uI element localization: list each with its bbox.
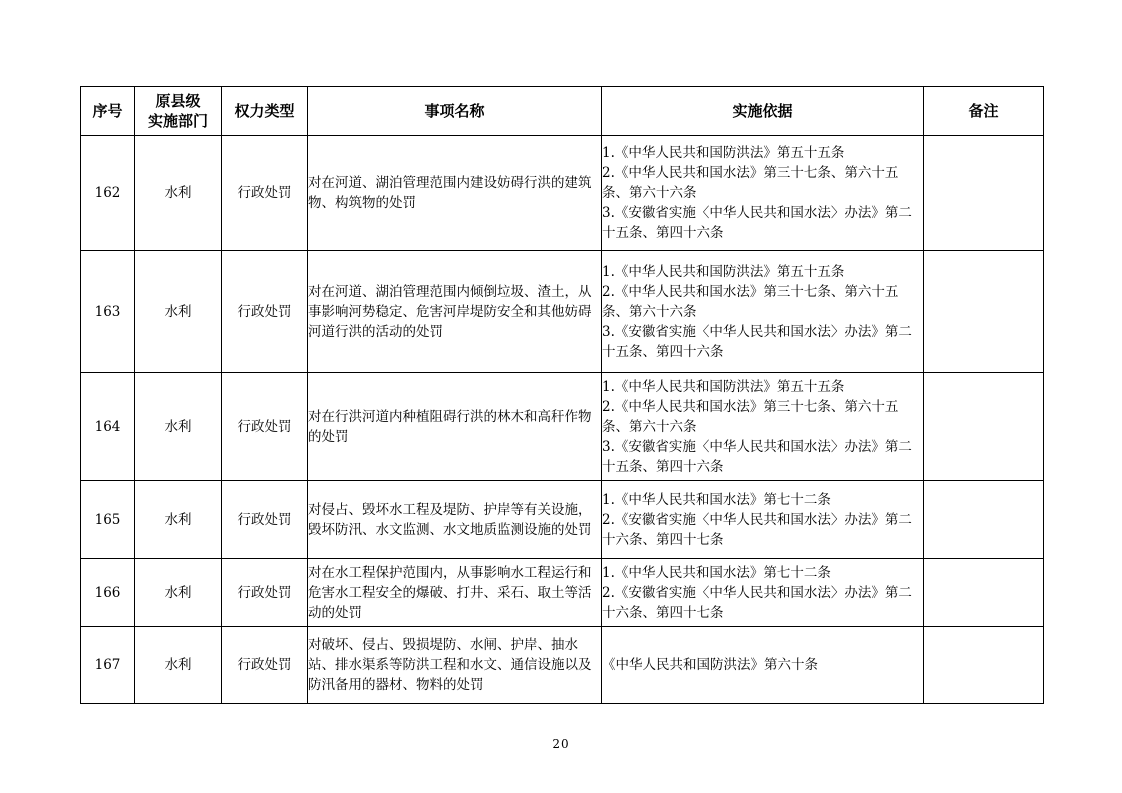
power-items-table [80, 86, 1044, 704]
row-department: 水利 [135, 481, 222, 559]
basis-line: 2.《中华人民共和国水法》第三十七条、第六十五条、第六十六条 [602, 398, 899, 435]
row-index: 166 [81, 559, 135, 627]
basis-line: 3.《安徽省实施〈中华人民共和国水法〉办法》第二十五条、第四十六条 [602, 205, 912, 241]
header-basis: 实施依据 [602, 87, 924, 136]
header-department [135, 87, 222, 136]
basis-line: 《中华人民共和国防洪法》第六十条 [602, 657, 818, 673]
header-power-type: 权力类型 [222, 87, 308, 136]
basis-line: 3.《安徽省实施〈中华人民共和国水法〉办法》第二十五条、第四十六条 [602, 438, 912, 475]
row-index: 162 [81, 136, 135, 251]
basis-line: 2.《安徽省实施〈中华人民共和国水法〉办法》第二十六条、第四十七条 [602, 584, 912, 621]
row-department: 水利 [135, 627, 222, 704]
basis-line: 1.《中华人民共和国防洪法》第五十五条 [602, 145, 845, 161]
row-power-type: 行政处罚 [222, 373, 308, 481]
basis-line: 2.《安徽省实施〈中华人民共和国水法〉办法》第二十六条、第四十七条 [602, 511, 912, 548]
basis-line: 2.《中华人民共和国水法》第三十七条、第六十五条、第六十六条 [602, 283, 899, 320]
row-index: 165 [81, 481, 135, 559]
header-department-line2: 实施部门 [147, 112, 208, 130]
row-remarks [924, 481, 1044, 559]
table-row [81, 481, 1044, 559]
row-remarks [924, 559, 1044, 627]
basis-line: 1.《中华人民共和国水法》第七十二条 [602, 564, 831, 581]
basis-line: 1.《中华人民共和国防洪法》第五十五条 [602, 263, 845, 280]
row-department: 水利 [135, 373, 222, 481]
header-item-name: 事项名称 [308, 87, 602, 136]
row-index: 163 [81, 251, 135, 373]
row-basis [602, 559, 924, 627]
basis-line: 2.《中华人民共和国水法》第三十七条、第六十五条、第六十六条 [602, 165, 899, 201]
row-department: 水利 [135, 136, 222, 251]
table-header-row [81, 87, 1044, 136]
basis-line: 1.《中华人民共和国水法》第七十二条 [602, 491, 831, 508]
row-remarks [924, 136, 1044, 251]
row-power-type: 行政处罚 [222, 136, 308, 251]
table-row [81, 559, 1044, 627]
row-basis [602, 251, 924, 373]
row-basis [602, 136, 924, 251]
table-row [81, 136, 1044, 251]
row-remarks [924, 627, 1044, 704]
table-row [81, 373, 1044, 481]
basis-line: 1.《中华人民共和国防洪法》第五十五条 [602, 378, 845, 395]
table-row [81, 627, 1044, 704]
table-row [81, 251, 1044, 373]
row-item-name: 对在行洪河道内种植阻碍行洪的林木和高秆作物的处罚 [308, 373, 602, 481]
row-department: 水利 [135, 251, 222, 373]
row-index: 164 [81, 373, 135, 481]
row-power-type: 行政处罚 [222, 251, 308, 373]
row-power-type: 行政处罚 [222, 627, 308, 704]
row-department: 水利 [135, 559, 222, 627]
basis-line: 3.《安徽省实施〈中华人民共和国水法〉办法》第二十五条、第四十六条 [602, 323, 912, 360]
row-remarks [924, 373, 1044, 481]
header-remarks: 备注 [924, 87, 1044, 136]
row-power-type: 行政处罚 [222, 559, 308, 627]
row-item-name: 对在河道、湖泊管理范围内建设妨碍行洪的建筑物、构筑物的处罚 [308, 136, 602, 251]
row-item-name: 对破坏、侵占、毁损堤防、水闸、护岸、抽水站、排水渠系等防洪工程和水文、通信设施以及防汛备用的器材、物料的处罚 [308, 627, 602, 704]
row-item-name: 对在河道、湖泊管理范围内倾倒垃圾、渣土，从事影响河势稳定、危害河岸堤防安全和其他妨碍河道行洪的活动的处罚 [308, 251, 602, 373]
page-number: 20 [552, 737, 570, 751]
header-index: 序号 [81, 87, 135, 136]
row-basis [602, 627, 924, 704]
row-power-type: 行政处罚 [222, 481, 308, 559]
row-item-name: 对侵占、毁坏水工程及堤防、护岸等有关设施，毁坏防汛、水文监测、水文地质监测设施的处罚 [308, 481, 602, 559]
row-item-name: 对在水工程保护范围内，从事影响水工程运行和危害水工程安全的爆破、打井、采石、取土等活动的处罚 [308, 559, 602, 627]
row-remarks [924, 251, 1044, 373]
row-index: 167 [81, 627, 135, 704]
row-basis [602, 481, 924, 559]
header-department-line1: 原县级 [155, 92, 201, 110]
row-basis [602, 373, 924, 481]
